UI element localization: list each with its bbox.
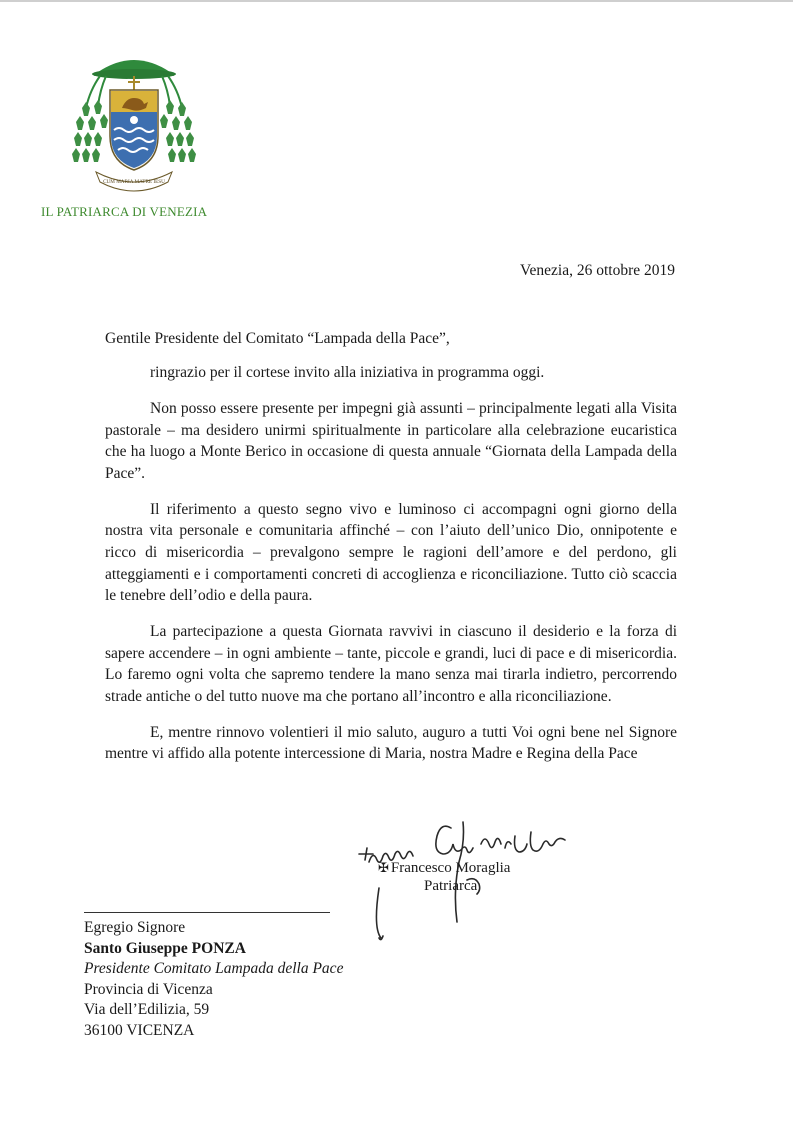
paragraph-1: ringrazio per il cortese invito alla iniziativa in programma oggi. [150,364,545,381]
letter-body [105,362,677,779]
top-rule [0,0,793,2]
paragraph-3: Il riferimento a questo segno vivo e luminoso ci accompagni ogni giorno della nostra vita personale e comunitaria affinché – con l’aiuto dell’unico Dio, onnipotente e ricco di misericordia – prevalgono sempre le ragioni dell’amore e del perdono, gli atteggiamenti e i comportamenti concreti di accoglienza e riconciliazione. Tutto ciò scaccia le tenebre dell’odio e della paura. [105,500,677,605]
motto-text: CUM MARIA MATRE IESU [103,179,165,185]
signer-role: Patriarca [424,878,478,894]
signer-name [378,858,510,878]
recipient-line-3: 36100 VICENZA [84,1021,195,1039]
paragraph-2: Non posso essere presente per impegni già assunti – principalmente legati alla Visita pastorale – ma desidero unirmi spiritualmente in particolare alla celebrazione eucaristica che ha luogo a Monte Berico in occasione di questa annuale “Giornata della Lampada della Pace”. [105,399,677,482]
paragraph-4: La partecipazione a questa Giornata ravvivi in ciascuno il desiderio e la forza di sapere accendere – in ogni ambiente – tante, piccole e grandi, luci di pace e di misericordia. Lo faremo ogni volta che sapremo tendere la mano senza mai tirarla indietro, percorrendo strade antiche o del tutto nuove ma che portano all’incontro e alla riconciliazione. [105,623,677,705]
patriarch-title: IL PATRIARCA DI VENEZIA [41,204,208,219]
signer-name-text: Francesco Moraglia [390,860,511,876]
recipient-name: Santo Giuseppe PONZA [84,939,246,957]
recipient-line-2: Via dell’Edilizia, 59 [84,1001,210,1018]
paragraph-5: E, mentre rinnovo volentieri il mio saluto, auguro a tutti Voi ogni bene nel Signore mentre vi affido alla potente intercessione di Maria, nostra Madre e Regina della Pace [105,723,677,763]
address-divider [84,912,330,913]
recipient-role: Presidente Comitato Lampada della Pace [84,960,344,977]
recipient-greeting: Egregio Signore [84,919,186,936]
recipient-address [84,918,343,1041]
letter-date: Venezia, 26 ottobre 2019 [520,262,675,279]
cross-icon: ✠ [378,860,389,875]
coat-of-arms-icon [70,50,198,192]
letter-salutation: Gentile Presidente del Comitato “Lampada della Pace”, [105,330,450,347]
recipient-line-1: Provincia di Vicenza [84,980,213,998]
